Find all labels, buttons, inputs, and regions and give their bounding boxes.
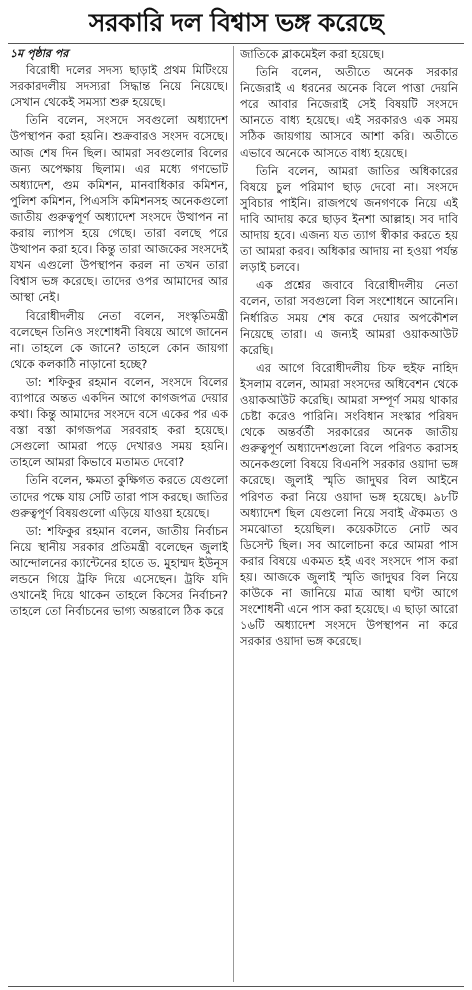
paragraph: ডা: শফিকুর রহমান বলেন, সংসদে বিলের ব্যাপারে অন্তত একদিন আগে কাগজপত্র দেয়ার কথা। কিন্তু আমাদের সংসদে বসে একের পর এক বস্তা বস্তা কাগজপত্র সরবরাহ করা হয়েছে। সেগুলো আমরা পড়ে দেখারও সময় হয়নি। তাহলে আমরা কিভাবে মতামত দেবো? (10, 374, 228, 470)
paragraph: বিরোধীদলীয় নেতা বলেন, সংস্কৃতিমন্ত্রী বলেছেন তিনিও সংশোধনী বিষয়ে আগে জানেন না। তাহলে কে জানে? তাহলে কোন জায়গা থেকে কলকাঠি নাড়ানো হচ্ছে? (10, 308, 228, 371)
column-divider (233, 46, 234, 982)
article-column-left (10, 46, 228, 984)
paragraph: তিনি বলেন, অতীতে অনেক সরকার নিজেরাই এ ধরনের অনেক বিলে পাত্তা দেয়নি পরে আবার নিজেরাই সেই বিষয়টি সংসদে আনতে বাধ্য হয়েছে। এই সরকারও এক সময় সঠিক জায়গায় আসবে আশা করি। অতীতে এভাবে অনেকে আসতে বাধ্য হয়েছে। (240, 65, 458, 160)
headline-rule (8, 43, 464, 44)
article-column-right (240, 46, 458, 984)
paragraph: তিনি বলেন, ক্ষমতা কুক্ষিগত করতে যেগুলো তাদের পক্ষে যায় সেটি তারা পাস করছে। জাতির গুরুত্বপূর্ণ বিষয়গুলো এড়িয়ে যাওয়া হয়েছে। (10, 473, 228, 520)
paragraph: তিনি বলেন, আমরা জাতির অধিকারের বিষয়ে চুল পরিমাণ ছাড় দেবো না। সংসদে সুবিচার পাইনি। রাজপথে জনগণকে নিয়ে এই দাবি আদায় করে ছাড়ব ইনশা আল্লাহ। সব দাবি আদায় হবে। এজন্য যত ত্যাগ স্বীকার করতে হয় তা আমরা করব। অধিকার আদায় না হওয়া পর্যন্ত লড়াই চলবে। (240, 163, 458, 275)
bottom-rule (8, 986, 464, 987)
headline: সরকারি দল বিশ্বাস ভঙ্গ করেছে (88, 8, 384, 37)
paragraph: তিনি বলেন, সংসদে সবগুলো অধ্যাদেশ উপস্থাপন করা হয়নি। শুক্রবারও সংসদ বসেছে। আজ শেষ দিন ছিল। আমরা সবগুলোর বিলের জন্য অপেক্ষায় ছিলাম। এর মধ্যে গণভোট অধ্যাদেশ, গুম কমিশন, মানবাধিকার কমিশন, পুলিশ কমিশন, পিএসসি কমিশনসহ অনেকগুলো জাতীয় গুরুত্বপূর্ণ অধ্যাদেশ সংসদে উত্থাপন না করায় ল্যাপস হয়ে গেছে। তারা বলছে পরে উত্থাপন করা হবে। কিন্তু তারা আজকের সংসদেই যখন এগুলো উপস্থাপন করল না তখন তারা বিশ্বাস ভঙ্গ করেছে। তাদের ওপর আমাদের আর আস্থা নেই। (10, 113, 228, 305)
continued-from-label: ১ম পৃষ্ঠার পর (10, 47, 69, 60)
paragraph: বিরোধী দলের সদস্য ছাড়াই প্রথম মিটিংয়ে সরকারদলীয় সদস্যরা সিদ্ধান্ত নিয়ে নিয়েছে। সেখান থেকেই সমস্যা শুরু হয়েছে। (10, 63, 228, 110)
paragraph: জাতিকে ব্লাকমেইল করা হয়েছে। (240, 47, 385, 61)
paragraph: ডা: শফিকুর রহমান বলেন, জাতীয় নির্বাচন নিয়ে স্থানীয় সরকার প্রতিমন্ত্রী বলেছেন জুলাই আন্দোলনের ক্যান্টেনের হাতে ড. মুহাম্মদ ইউনূস লন্ডনে গিয়ে ট্রফি দিয়ে এসেছেন। ট্রফি যদি ওখানেই দিয়ে থাকেন তাহলে কিসের নির্বাচন? তাহলে তো নির্বাচনের ভাগ্য অন্তরালে ঠিক করে (10, 523, 228, 619)
paragraph: এক প্রশ্নের জবাবে বিরোধীদলীয় নেতা বলেন, তারা সবগুলো বিল সংশোধনে আনেনি। নির্ধারিত সময় শেষ করে দেয়ার অপকৌশল নিয়েছে তারা। এ জন্যই আমরা ওয়াকআউট করেছি। (240, 278, 458, 357)
paragraph: এর আগে বিরোধীদলীয় চিফ হুইফ নাহিদ ইসলাম বলেন, আমরা সংসদের অধিবেশন থেকে ওয়াকআউট করেছি। আমরা সম্পূর্ণ সময় থাকার চেষ্টা করেও পারিনি। সংবিধান সংস্কার পরিষদ থেকে অন্তর্বর্তী সরকারের অনেক জাতীয় গুরুত্বপূর্ণ অধ্যাদেশগুলো বিলে পরিণত করাসহ অনেকগুলো বিষয়ে বিএনপি সরকার ওয়াদা ভঙ্গ করেছে। জুলাই স্মৃতি জাদুঘর বিল আইনে পরিণত করা নিয়ে ওয়াদা ভঙ্গ হয়েছে। ৯৮টি অধ্যাদেশ ছিল যেগুলো নিয়ে সবাই ঐকমত্য ও সমঝোতা হয়েছিল। কয়েকটাতে নোট অব ডিসেন্ট ছিল। সব আলোচনা করে আমরা পাস করার বিষয়ে একমত হই এবং সংসদে পাস করা হয়। আজকে জুলাই স্মৃতি জাদুঘর বিল নিয়ে কাউকে না জানিয়ে মাত্র আধা ঘণ্টা আগে সংশোধনী এনে পাস করা হয়েছে। এ ছাড়া আরো ১৬টি অধ্যাদেশ সংসদে উপস্থাপন না করে সরকার ওয়াদা ভঙ্গ করেছে। (240, 360, 458, 649)
